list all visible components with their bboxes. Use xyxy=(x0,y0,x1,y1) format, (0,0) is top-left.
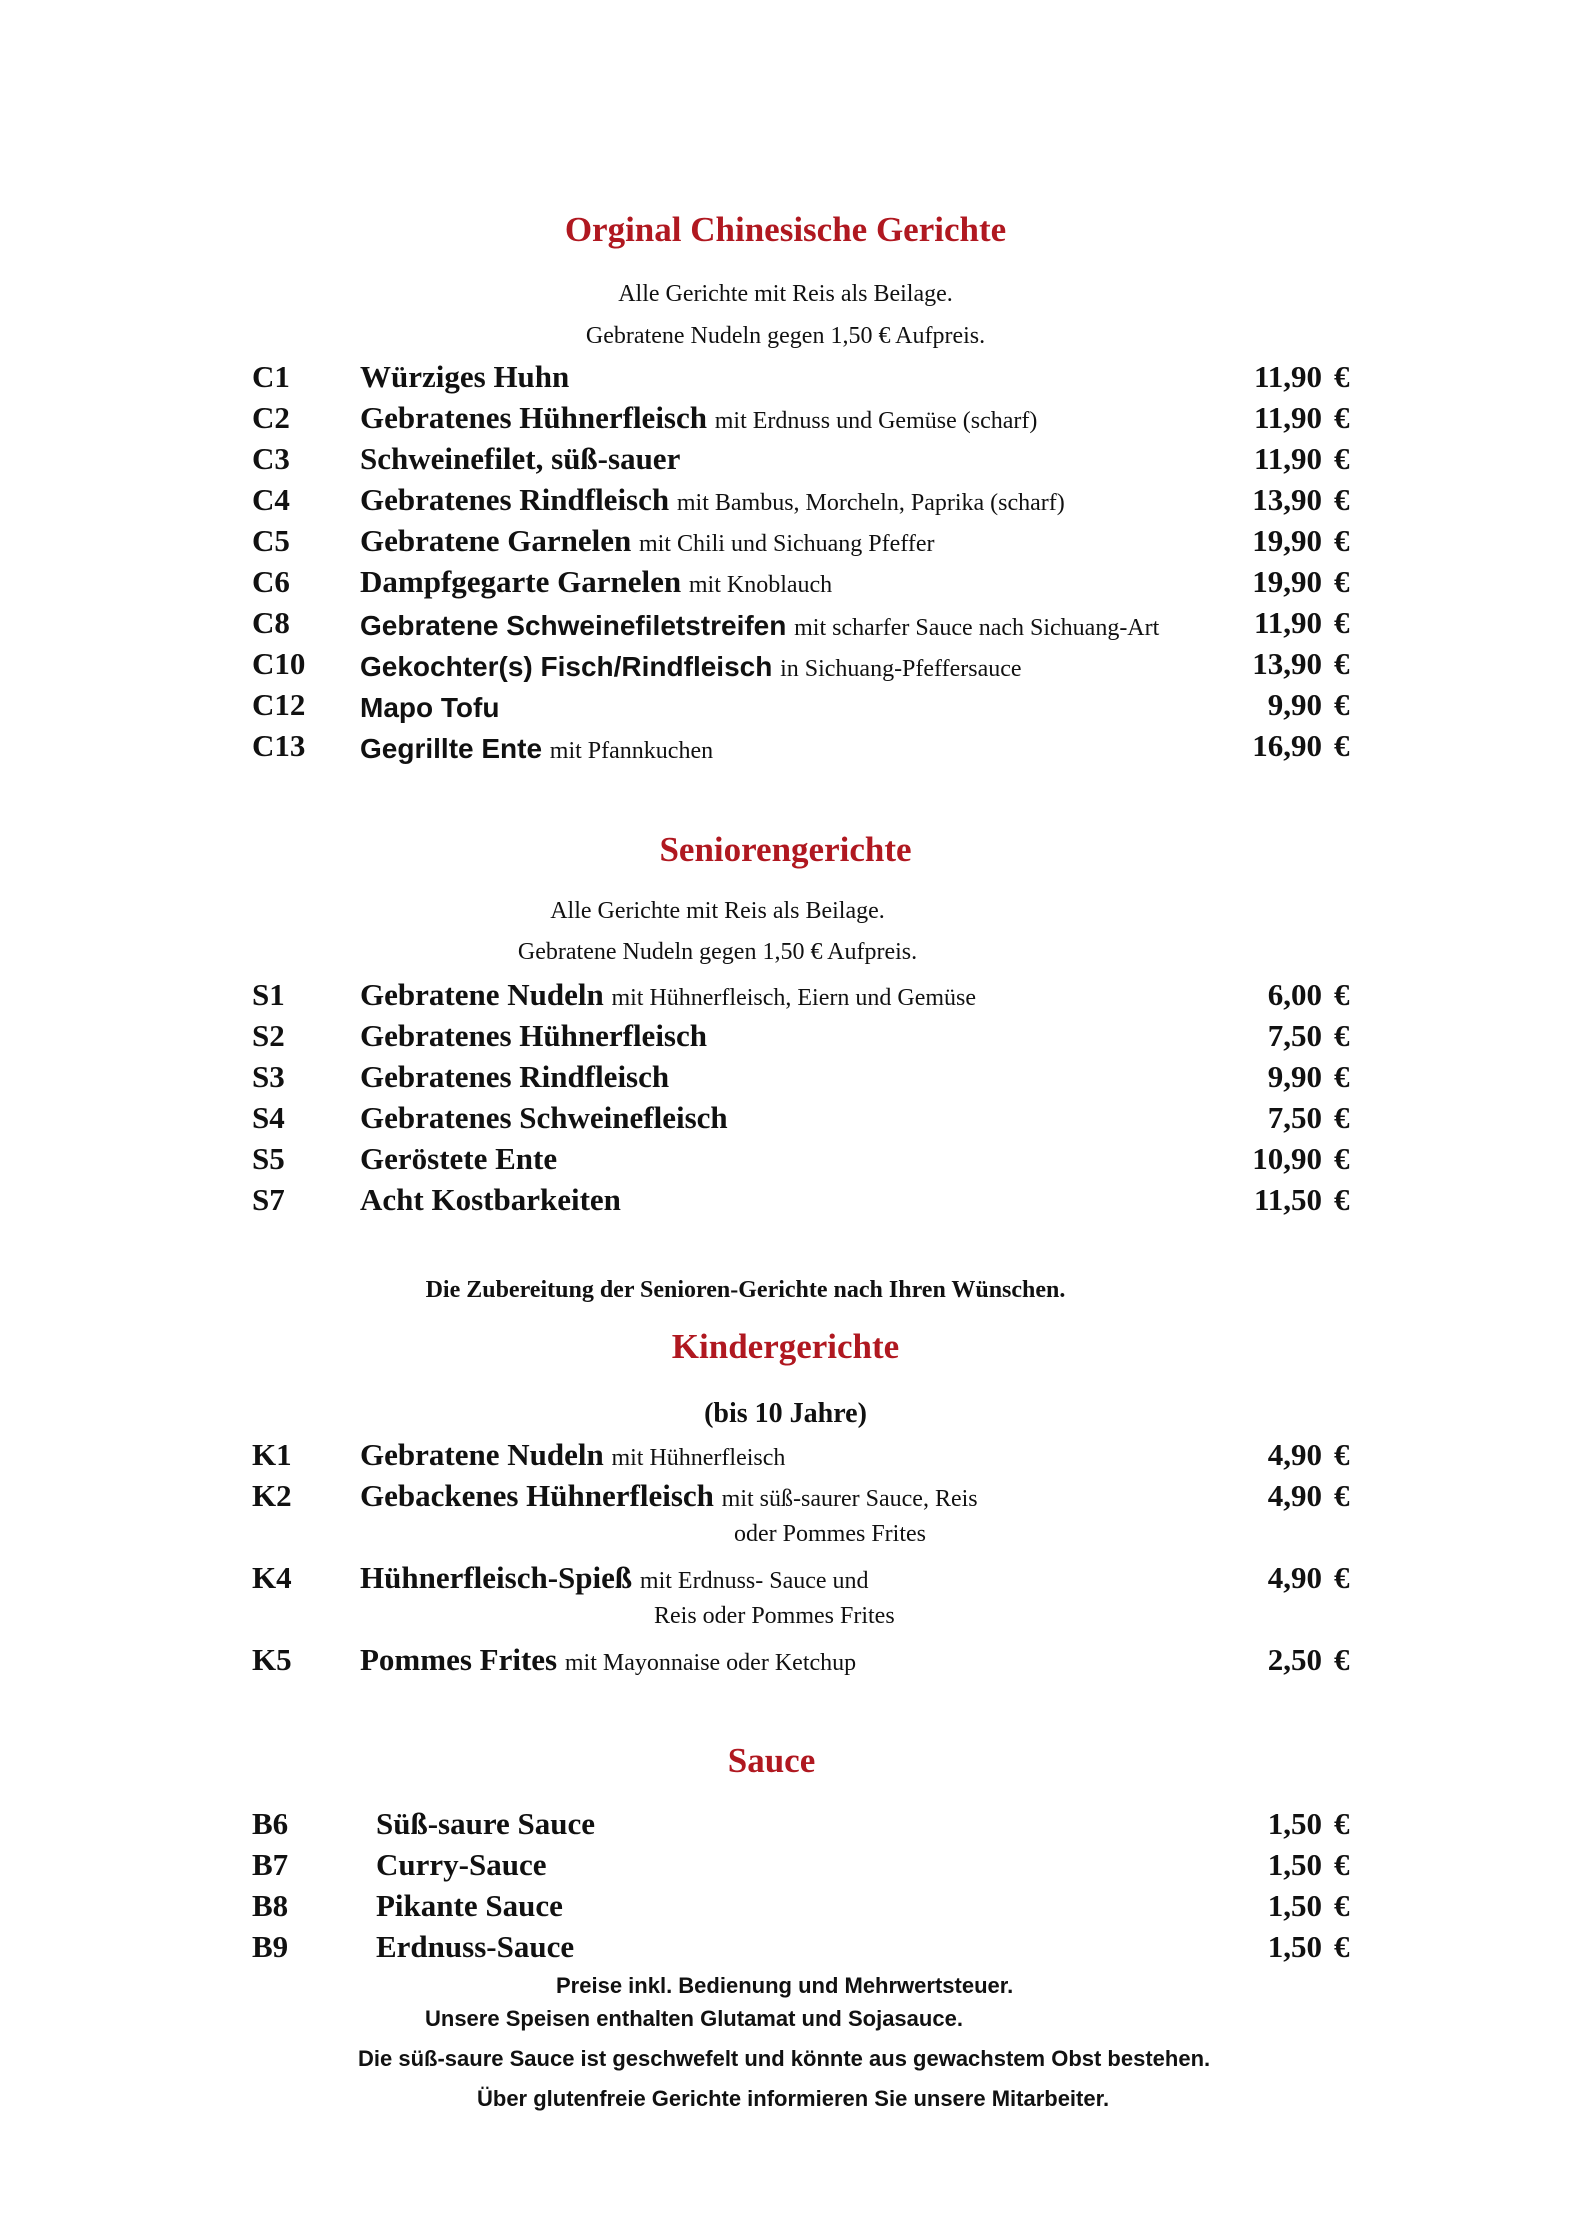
item-name: Geröstete Ente xyxy=(360,1141,558,1176)
section-subtitle-rice: Alle Gerichte mit Reis als Beilage. xyxy=(618,281,953,307)
item-code: B7 xyxy=(252,1847,289,1882)
item-description: mit Bambus, Morcheln, Paprika (scharf) xyxy=(676,490,1065,516)
item-price: 7,50 xyxy=(1267,1018,1322,1053)
item-name: Süß-saure Sauce xyxy=(376,1806,596,1841)
item-name: Dampfgegarte Garnelen xyxy=(360,564,682,599)
item-description: mit Hühnerfleisch, Eiern und Gemüse xyxy=(611,985,977,1011)
section-title-chinese: Orginal Chinesische Gerichte xyxy=(564,210,1007,249)
item-price: 11,90 xyxy=(1253,605,1322,640)
item-name: Gebratene Garnelen xyxy=(360,523,632,558)
currency-symbol: € xyxy=(1334,359,1350,394)
item-price: 4,90 xyxy=(1267,1437,1322,1472)
currency-symbol: € xyxy=(1334,1847,1350,1882)
currency-symbol: € xyxy=(1334,441,1350,476)
section-title-sauce: Sauce xyxy=(727,1741,816,1780)
currency-symbol: € xyxy=(1334,1642,1350,1677)
item-code: S4 xyxy=(252,1100,285,1135)
item-price: 1,50 xyxy=(1267,1847,1322,1882)
currency-symbol: € xyxy=(1334,1806,1350,1841)
item-price: 4,90 xyxy=(1267,1560,1322,1595)
item-price: 19,90 xyxy=(1252,564,1322,599)
item-price: 11,50 xyxy=(1253,1182,1322,1217)
item-code: K5 xyxy=(252,1642,292,1677)
item-code: C2 xyxy=(252,400,290,435)
item-name: Gebratenes Hühnerfleisch xyxy=(360,1018,707,1053)
section-subtitle-noodles: Gebratene Nudeln gegen 1,50 € Aufpreis. xyxy=(585,323,986,349)
item-price: 1,50 xyxy=(1267,1929,1322,1964)
item-code: S3 xyxy=(252,1059,285,1094)
item-price: 11,90 xyxy=(1253,441,1322,476)
item-code: K4 xyxy=(252,1560,292,1595)
item-name: Gebratenes Schweinefleisch xyxy=(360,1100,728,1135)
item-description: mit Chili und Sichuang Pfeffer xyxy=(638,531,935,557)
currency-symbol: € xyxy=(1334,400,1350,435)
currency-symbol: € xyxy=(1334,482,1350,517)
item-description: mit Pfannkuchen xyxy=(549,738,714,764)
item-name: Gekochter(s) Fisch/Rindfleisch xyxy=(360,651,773,682)
item-price: 13,90 xyxy=(1252,646,1322,681)
currency-symbol: € xyxy=(1334,1478,1350,1513)
item-description: mit süß-saurer Sauce, Reis xyxy=(721,1486,978,1512)
currency-symbol: € xyxy=(1334,605,1350,640)
item-description: mit Erdnuss und Gemüse (scharf) xyxy=(714,408,1038,434)
item-code: S2 xyxy=(252,1018,285,1053)
section-title-kids: Kindergerichte xyxy=(671,1327,900,1366)
section-title-senior: Seniorengerichte xyxy=(659,830,912,869)
currency-symbol: € xyxy=(1334,1560,1350,1595)
currency-symbol: € xyxy=(1334,1059,1350,1094)
item-price: 9,90 xyxy=(1267,1059,1322,1094)
item-description-continued: Reis oder Pommes Frites xyxy=(654,1603,895,1629)
currency-symbol: € xyxy=(1334,564,1350,599)
item-description: mit Knoblauch xyxy=(688,572,833,598)
item-code: C13 xyxy=(252,728,306,763)
item-price: 11,90 xyxy=(1253,400,1322,435)
currency-symbol: € xyxy=(1334,1929,1350,1964)
item-code: B9 xyxy=(252,1929,289,1964)
item-name: Curry-Sauce xyxy=(376,1847,547,1882)
item-price: 4,90 xyxy=(1267,1478,1322,1513)
item-name: Gegrillte Ente xyxy=(360,733,543,764)
senior-note: Die Zubereitung der Senioren-Gerichte nach Ihren Wünschen. xyxy=(425,1277,1066,1303)
footer-note-prices: Preise inkl. Bedienung und Mehrwertsteuer. xyxy=(556,1973,1014,1998)
item-name: Gebratene Schweinefiletstreifen xyxy=(360,610,787,641)
currency-symbol: € xyxy=(1334,687,1350,722)
item-code: S5 xyxy=(252,1141,285,1176)
item-price: 7,50 xyxy=(1267,1100,1322,1135)
item-price: 11,90 xyxy=(1253,359,1322,394)
item-name: Gebratene Nudeln xyxy=(360,977,604,1012)
currency-symbol: € xyxy=(1334,1018,1350,1053)
item-name: Gebratenes Hühnerfleisch xyxy=(360,400,707,435)
item-price: 19,90 xyxy=(1252,523,1322,558)
item-name: Pikante Sauce xyxy=(376,1888,563,1923)
currency-symbol: € xyxy=(1334,1100,1350,1135)
item-price: 2,50 xyxy=(1267,1642,1322,1677)
item-name: Gebratenes Rindfleisch xyxy=(360,482,670,517)
item-price: 9,90 xyxy=(1267,687,1322,722)
item-description: mit scharfer Sauce nach Sichuang-Art xyxy=(794,615,1160,641)
item-name: Acht Kostbarkeiten xyxy=(360,1182,621,1217)
currency-symbol: € xyxy=(1334,646,1350,681)
item-name: Pommes Frites xyxy=(360,1642,558,1677)
item-code: K1 xyxy=(252,1437,292,1472)
currency-symbol: € xyxy=(1334,1182,1350,1217)
item-name: Gebratenes Rindfleisch xyxy=(360,1059,670,1094)
section-subtitle-age: (bis 10 Jahre) xyxy=(704,1398,867,1429)
footer-note-gluten: Über glutenfreie Gerichte informieren Sie unsere Mitarbeiter. xyxy=(477,2086,1110,2111)
item-description: mit Hühnerfleisch xyxy=(611,1445,786,1471)
currency-symbol: € xyxy=(1334,1141,1350,1176)
item-description-continued: oder Pommes Frites xyxy=(734,1521,926,1547)
item-name: Gebratene Nudeln xyxy=(360,1437,604,1472)
item-name: Schweinefilet, süß-sauer xyxy=(360,441,681,476)
item-code: C10 xyxy=(252,646,306,681)
section-subtitle-noodles: Gebratene Nudeln gegen 1,50 € Aufpreis. xyxy=(517,939,918,965)
currency-symbol: € xyxy=(1334,977,1350,1012)
item-code: C6 xyxy=(252,564,290,599)
section-subtitle-rice: Alle Gerichte mit Reis als Beilage. xyxy=(550,898,885,924)
currency-symbol: € xyxy=(1334,523,1350,558)
item-code: K2 xyxy=(252,1478,292,1513)
item-name: Gebackenes Hühnerfleisch xyxy=(360,1478,714,1513)
item-code: C5 xyxy=(252,523,290,558)
item-price: 1,50 xyxy=(1267,1806,1322,1841)
item-code: C4 xyxy=(252,482,290,517)
currency-symbol: € xyxy=(1334,1888,1350,1923)
item-description: mit Erdnuss- Sauce und xyxy=(639,1568,869,1594)
item-code: C1 xyxy=(252,359,290,394)
item-name: Erdnuss-Sauce xyxy=(376,1929,575,1964)
item-code: C3 xyxy=(252,441,290,476)
currency-symbol: € xyxy=(1334,1437,1350,1472)
item-code: S7 xyxy=(252,1182,285,1217)
footer-note-glutamate: Unsere Speisen enthalten Glutamat und Sojasauce. xyxy=(425,2006,963,2031)
item-code: C12 xyxy=(252,687,306,722)
item-code: S1 xyxy=(252,977,285,1012)
item-price: 10,90 xyxy=(1252,1141,1322,1176)
item-code: B6 xyxy=(252,1806,289,1841)
item-name: Würziges Huhn xyxy=(360,359,570,394)
item-code: B8 xyxy=(252,1888,289,1923)
item-description: in Sichuang-Pfeffersauce xyxy=(780,656,1022,682)
item-price: 6,00 xyxy=(1267,977,1322,1012)
item-code: C8 xyxy=(252,605,290,640)
item-name: Mapo Tofu xyxy=(360,692,500,723)
item-description: mit Mayonnaise oder Ketchup xyxy=(564,1650,857,1676)
item-price: 13,90 xyxy=(1252,482,1322,517)
currency-symbol: € xyxy=(1334,728,1350,763)
item-name: Hühnerfleisch-Spieß xyxy=(360,1560,633,1595)
footer-note-sulfite: Die süß-saure Sauce ist geschwefelt und könnte aus gewachstem Obst bestehen. xyxy=(358,2046,1211,2071)
item-price: 16,90 xyxy=(1252,728,1322,763)
item-price: 1,50 xyxy=(1267,1888,1322,1923)
